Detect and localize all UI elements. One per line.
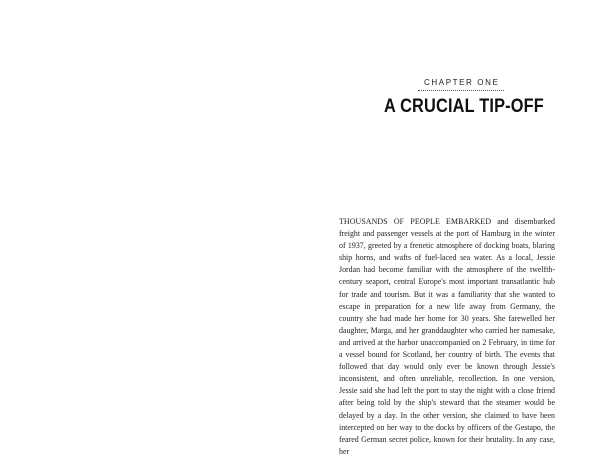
chapter-title: A CRUCIAL TIP-OFF xyxy=(384,96,544,117)
body-paragraph xyxy=(339,216,555,458)
dotted-divider xyxy=(418,90,504,92)
left-page xyxy=(0,0,300,450)
lead-in-text: THOUSANDS OF PEOPLE EMBARKED xyxy=(339,217,492,226)
paragraph-text: and disembarked freight and passenger vessels at the port of Hamburg in the winter of 1937, greeted by a frenetic atmosphere of docking boats, blaring ship horns, and wafts of fuel-laced sea water. As a local, Jessie Jordan had become familiar with the atmosphere of the twelfth-century seaport, central Europe's most important transatlantic hub for trade and tourism. But it was a familiarity that she wanted to escape in preparation for a new life away from Germany, the country she had made her home for 30 years. She farewelled her daughter, Marga, and her granddaughter who carried her namesake, and arrived at the harbor unaccompanied on 2 February, in time for a vessel bound for Scotland, her country of birth. The events that followed that day would only ever be known through Jessie's inconsistent, and often unreliable, recollection. In one version, Jessie said she had left the port to stay the night with a close friend after being told by the ship's steward that the steamer would be delayed by a day. In the other version, she claimed to have been intercepted on her way to the docks by officers of the Gestapo, the feared German secret police, known for their brutality. In any case, her xyxy=(339,217,555,456)
chapter-number: CHAPTER ONE xyxy=(424,78,500,87)
